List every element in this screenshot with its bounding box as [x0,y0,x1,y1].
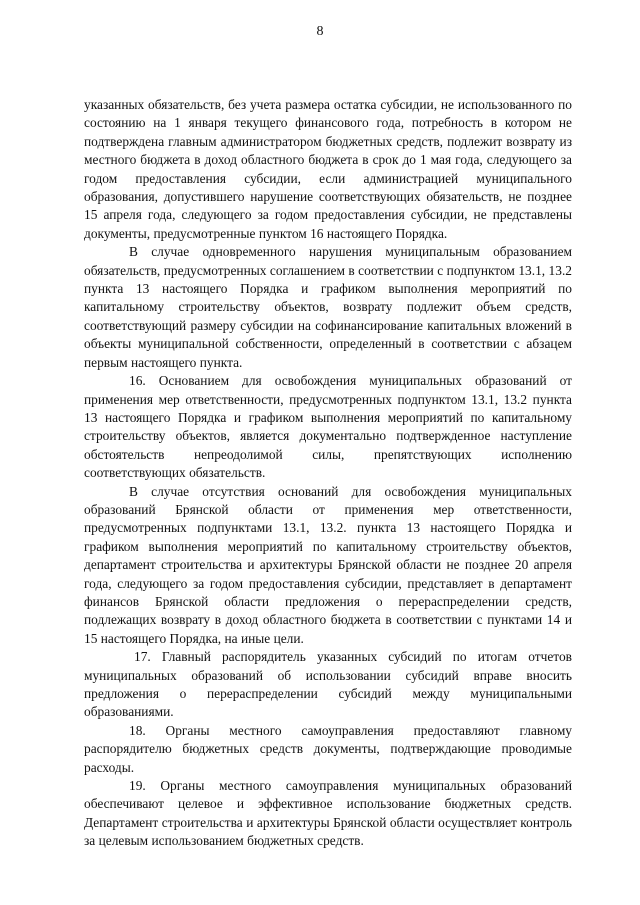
paragraph-19: 19. Органы местного самоуправления муниципальных образований обеспечивают целевое и эффективное использование бюджетных средств. Департамент строительства и архитектуры Брянской области осуществляет контроль за целевым использованием бюджетных средств. [84,778,572,849]
paragraph-18: 18. Органы местного самоуправления предоставляют главному распорядителю бюджетных средств документы, подтверждающие проводимые расходы. [84,722,572,775]
paragraph-continuation: указанных обязательств, без учета размера остатка субсидии, не использованного по состоянию на 1 января текущего финансового года, потребность в котором не подтверждена главным администратором бюджетных средств, подлежит возврату из местного бюджета в доход областного бюджета в срок до 1 мая года, следующего за годом предоставления субсидии, если администрацией муниципального образования, допустившего нарушение соответствующих обязательств, не позднее 15 апреля года, следующего за годом предоставления субсидии, не представлены документы, предусмотренные пунктом 16 настоящего Порядка. [84,97,572,241]
document-body [84,96,572,851]
page-number: 8 [316,24,324,39]
paragraph-no-grounds: В случае отсутствия оснований для освобождения муниципальных образований Брянской области от применения мер ответственности, предусмотренных подпунктами 13.1, 13.2. пункта 13 настоящего Порядка и графиком выполнения мероприятий по капитальному строительству объектов, департамент строительства и архитектуры Брянской области не позднее 20 апреля года, следующего за годом предоставления субсидии, представляет в департамент финансов Брянской области предложения о перераспределении средств, подлежащих возврату в доход областного бюджета в соответствии с пунктами 14 и 15 настоящего Порядка, на иные цели. [84,483,572,646]
paragraph-17: 17. Главный распорядитель указанных субсидий по итогам отчетов муниципальных образований об использовании субсидий вправе вносить предложения о перераспределении субсидий между муниципальными образованиями. [84,649,572,720]
paragraph-simultaneous-violation: В случае одновременного нарушения муниципальным образованием обязательств, предусмотренных соглашением в соответствии с подпунктом 13.1, 13.2 пункта 13 настоящего Порядка и графиком выполнения мероприятий по капитальному строительству объектов, возврату подлежит объем средств, соответствующий размеру субсидии на софинансирование капитальных вложений в объекты муниципальной собственности, определенный в соответствии с абзацем первым настоящего пункта. [84,244,572,370]
paragraph-16: 16. Основанием для освобождения муниципальных образований от применения мер ответственности, предусмотренных подпунктом 13.1, 13.2 пункта 13 настоящего Порядка и графиком выполнения мероприятий по капитальному строительству объектов, является документально подтвержденное наступление обстоятельств непреодолимой силы, препятствующих исполнению соответствующих обязательств. [84,373,572,481]
